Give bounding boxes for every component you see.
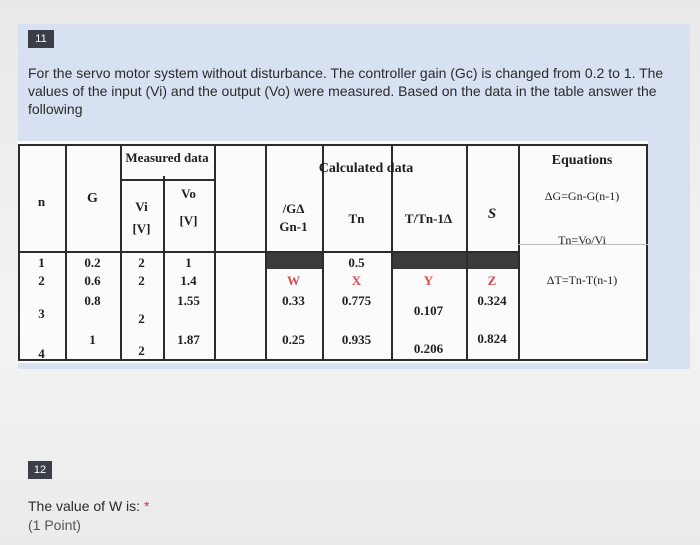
header-tn: Tn: [348, 211, 365, 226]
question-12-number: 12: [28, 461, 52, 479]
row-2-g: 0.6: [84, 273, 101, 288]
header-vo-unit: [V]: [179, 213, 198, 228]
required-marker: *: [144, 498, 150, 514]
row-3-vi: 2: [138, 311, 145, 326]
equation-delta-g: ΔG=Gn-G(n-1): [544, 189, 620, 203]
header-g-delta: /GΔ: [282, 201, 305, 216]
equation-tn: Tn=Vo/Vi: [558, 233, 606, 247]
row-2-n: 2: [38, 273, 45, 288]
row-4-tn: 0.935: [341, 332, 372, 347]
row-4-vo: 1.87: [177, 332, 200, 347]
header-vo: Vo: [181, 186, 196, 201]
row-2-w-placeholder: W: [287, 273, 300, 288]
header-t-ratio: T/Tn-1Δ: [404, 211, 453, 226]
measured-data-header: Measured data: [125, 150, 209, 165]
row-4-gd: 0.25: [282, 332, 305, 347]
row-3-vo: 1.55: [177, 293, 200, 308]
question-11-text: For the servo motor system without disturbance. The controller gain (Gc) is changed from 0.2 to 1. The values of the input (Vi) and the output (Vo) were measured. Based on the data in the table answer the following: [28, 65, 664, 117]
row-1-vo: 1: [185, 255, 192, 270]
row-3-gd: 0.33: [282, 293, 305, 308]
header-g: G: [87, 191, 98, 206]
row-1-g: 0.2: [84, 255, 101, 270]
question-12-label: [28, 498, 150, 514]
question-12-text: The value of W is:: [28, 498, 141, 514]
header-n: n: [37, 194, 46, 209]
row-1-vi: 2: [138, 255, 145, 270]
row-3-tn: 0.775: [341, 293, 372, 308]
header-vi-unit: [V]: [132, 221, 151, 236]
row-3-t-ratio: 0.107: [413, 303, 444, 318]
row-2-vo: 1.4: [180, 273, 197, 288]
question-11-number: 11: [28, 30, 54, 48]
question-12-points: (1 Point): [28, 517, 81, 533]
header-vi: Vi: [135, 199, 148, 214]
row-2-y-placeholder: Y: [423, 273, 434, 288]
row-4-s: 0.824: [477, 331, 507, 346]
header-g-n-minus-1: Gn-1: [279, 219, 308, 234]
row-2-z-placeholder: Z: [487, 273, 497, 288]
row-2-x-placeholder: X: [351, 273, 362, 288]
row-4-n: 4: [38, 346, 45, 361]
row-3-g: 0.8: [84, 293, 101, 308]
row-2-vi: 2: [138, 273, 145, 288]
row-4-t-ratio: 0.206: [413, 341, 444, 356]
row-1-tn: 0.5: [348, 255, 365, 270]
data-table-image: [18, 141, 648, 363]
row-4-g: 1: [89, 332, 96, 347]
row-3-n: 3: [38, 306, 45, 321]
equations-header: Equations: [551, 153, 613, 168]
calculated-data-header: Calculated data: [318, 161, 414, 176]
header-sensitivity: S: [487, 206, 497, 222]
row-3-s: 0.324: [477, 293, 507, 308]
equation-delta-t: ΔT=Tn-T(n-1): [546, 273, 618, 287]
row-1-n: 1: [38, 255, 45, 270]
row-4-vi: 2: [138, 343, 145, 358]
